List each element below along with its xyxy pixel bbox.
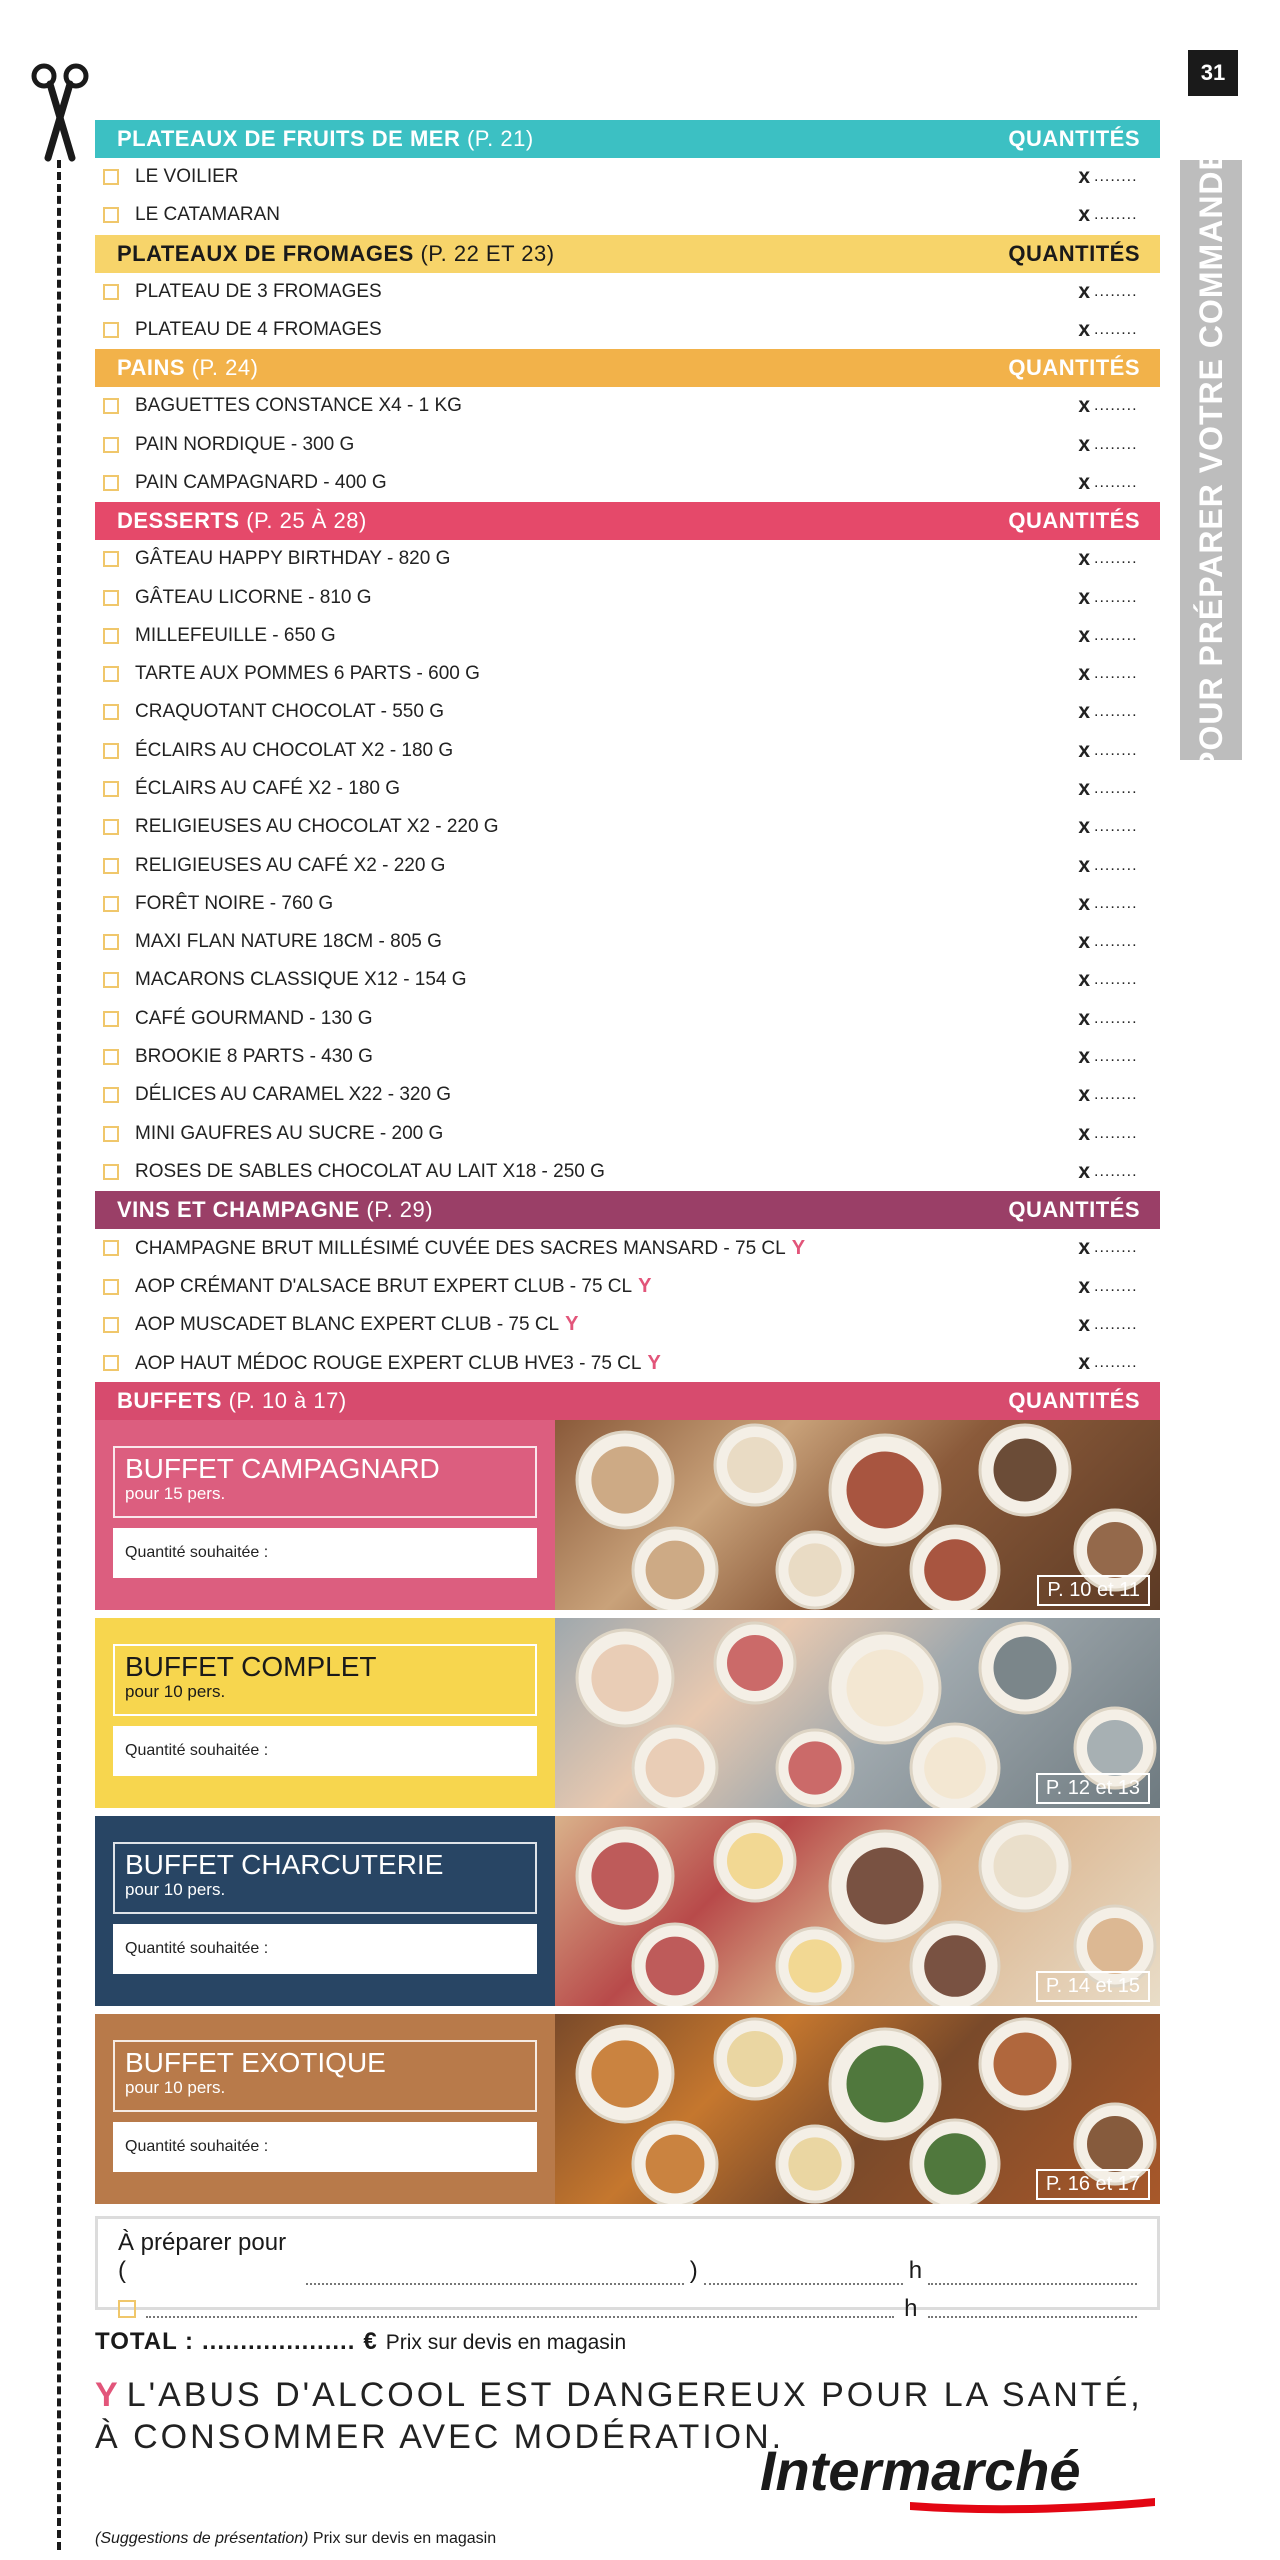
x-mark: x [1078, 662, 1090, 686]
x-mark: x [1078, 394, 1090, 418]
quantity-field[interactable]: ........ [1094, 168, 1138, 186]
quantity-field[interactable]: ........ [1094, 741, 1138, 759]
list-item [95, 617, 1160, 655]
x-mark: x [1078, 1083, 1090, 1107]
item-label: MINI GAUFRES AU SUCRE - 200 G [135, 1122, 444, 1144]
list-item [95, 196, 1160, 234]
list-item [95, 273, 1160, 311]
x-mark: x [1078, 738, 1090, 762]
quantity-field[interactable]: ........ [1094, 1124, 1138, 1142]
x-mark: x [1078, 1006, 1090, 1030]
x-mark: x [1078, 1159, 1090, 1183]
list-item [95, 1344, 1160, 1382]
x-mark: x [1078, 203, 1090, 227]
total-field[interactable]: .................... [202, 2328, 356, 2356]
option-field[interactable] [146, 2300, 894, 2318]
list-item [95, 1115, 1160, 1153]
x-mark: x [1078, 165, 1090, 189]
prepare-for-box [95, 2216, 1160, 2323]
order-form [95, 120, 1160, 2458]
buffet-quantity-input[interactable]: Quantité souhaitée : [113, 1528, 537, 1578]
quantity-field[interactable]: ........ [1094, 856, 1138, 874]
item-label: CRAQUOTANT CHOCOLAT - 550 G [135, 701, 444, 723]
buffet-title-box [113, 2040, 537, 2112]
checkbox[interactable] [103, 1355, 119, 1371]
checkbox[interactable] [103, 475, 119, 491]
x-mark: x [1078, 1236, 1090, 1260]
item-label: PLATEAU DE 3 FROMAGES [135, 280, 382, 302]
item-label: TARTE AUX POMMES 6 PARTS - 600 G [135, 663, 480, 685]
section-title: PAINS (P. 24) [117, 355, 259, 381]
list-item [95, 770, 1160, 808]
checkbox[interactable] [103, 1126, 119, 1142]
buffet-pages: P. 10 et 11 [1037, 1575, 1150, 1606]
quantity-field[interactable]: ........ [1094, 588, 1138, 606]
quantity-field[interactable]: ........ [1094, 1277, 1138, 1295]
section-header [95, 349, 1160, 387]
list-item [95, 885, 1160, 923]
quantity-field[interactable]: ........ [1094, 1009, 1138, 1027]
list-item [95, 693, 1160, 731]
checkbox[interactable] [103, 704, 119, 720]
section-header [95, 235, 1160, 273]
buffet-title: BUFFET COMPLET [125, 1651, 377, 1683]
hour-label: h [908, 2257, 923, 2285]
wine-glass-icon: Y [95, 2376, 121, 2415]
intermarche-logo [760, 2440, 1160, 2520]
wine-glass-icon: Y [647, 1351, 661, 1374]
buffet-title: BUFFET CHARCUTERIE [125, 1849, 444, 1881]
footnote-italic: (Suggestions de présentation) [95, 2530, 309, 2547]
item-label: ÉCLAIRS AU CAFÉ X2 - 180 G [135, 778, 401, 799]
item-label: PAIN NORDIQUE - 300 G [135, 433, 355, 455]
checkbox[interactable] [103, 1317, 119, 1333]
quantity-field[interactable]: ........ [1094, 780, 1138, 797]
cut-line [57, 160, 61, 2550]
list-item [95, 387, 1160, 425]
item-label: ÉCLAIRS AU CHOCOLAT X2 - 180 G [135, 739, 454, 761]
item-label: DÉLICES AU CARAMEL X22 - 320 G [135, 1084, 452, 1106]
x-mark: x [1078, 1274, 1090, 1298]
item-label: MACARONS CLASSIQUE X12 - 154 G [135, 969, 467, 991]
page-number: 31 [1188, 50, 1238, 96]
list-item [95, 464, 1160, 502]
list-item [95, 846, 1160, 884]
item-label: MAXI FLAN NATURE 18CM - 805 G [135, 931, 442, 953]
buffet-photo [555, 1420, 1160, 1610]
section-title: PLATEAUX DE FRUITS DE MER (P. 21) [117, 126, 534, 151]
x-mark: x [1078, 1121, 1090, 1145]
buffet-quantity-input[interactable]: Quantité souhaitée : [113, 1726, 537, 1776]
quantity-field[interactable]: ........ [1094, 933, 1138, 951]
item-label: GÂTEAU HAPPY BIRTHDAY - 820 G [135, 548, 451, 570]
x-mark: x [1078, 1312, 1090, 1336]
quantities-header: QUANTITÉS [1008, 1197, 1140, 1223]
list-item [95, 1038, 1160, 1076]
list-item [95, 311, 1160, 349]
x-mark: x [1078, 815, 1090, 839]
quantity-field[interactable]: ........ [1094, 550, 1138, 568]
buffet-info [95, 1816, 555, 2006]
item-label: MILLEFEUILLE - 650 G [135, 624, 336, 646]
x-mark: x [1078, 470, 1090, 494]
total-label: TOTAL : [95, 2328, 194, 2356]
item-label: CHAMPAGNE BRUT MILLÉSIMÉ CUVÉE DES SACRES MANSARD - 75 CL Y [135, 1236, 806, 1259]
list-item [95, 1153, 1160, 1191]
x-mark: x [1078, 623, 1090, 647]
buffet-servings: pour 10 pers. [125, 1880, 226, 1900]
list-item [95, 732, 1160, 770]
quantity-field[interactable]: ........ [1094, 1239, 1138, 1257]
buffet-title-box [113, 1842, 537, 1914]
quantity-field[interactable]: ........ [1094, 818, 1138, 836]
total-note: Prix sur devis en magasin [385, 2331, 627, 2355]
x-mark: x [1078, 432, 1090, 456]
section-title: PLATEAUX DE FROMAGES (P. 22 ET 23) [117, 240, 555, 266]
quantity-field[interactable]: ........ [1094, 282, 1138, 300]
checkbox[interactable] [103, 322, 119, 338]
prepare-close: ) [689, 2257, 698, 2285]
buffet-info [95, 1420, 555, 1610]
item-label: LE VOILIER [135, 166, 239, 188]
checkbox[interactable] [103, 934, 119, 950]
x-mark: x [1078, 700, 1090, 724]
prepare-label: À préparer pour ( [118, 2229, 287, 2285]
list-item [95, 1000, 1160, 1038]
quantity-field[interactable]: ........ [1094, 1048, 1138, 1066]
quantity-field[interactable]: ........ [1094, 703, 1138, 721]
list-item [95, 578, 1160, 616]
buffet-pages: P. 12 et 13 [1036, 1773, 1150, 1804]
list-item [95, 961, 1160, 999]
item-label: BROOKIE 8 PARTS - 430 G [135, 1046, 373, 1068]
list-item [95, 808, 1160, 846]
checkbox[interactable] [118, 2300, 136, 2318]
section-title: VINS ET CHAMPAGNE (P. 29) [117, 1197, 434, 1223]
quantity-field[interactable]: ........ [1094, 971, 1138, 989]
hour-field[interactable] [928, 2300, 1137, 2318]
x-mark: x [1078, 1045, 1090, 1069]
checkbox[interactable] [103, 628, 119, 644]
alcohol-line-2: À CONSOMMER AVEC MODÉRATION. [95, 2418, 785, 2457]
buffet-card [95, 1816, 1160, 2006]
section-header [95, 1191, 1160, 1229]
list-item [95, 923, 1160, 961]
footnote-normal: Prix sur devis en magasin [312, 2530, 497, 2547]
x-mark: x [1078, 853, 1090, 877]
section-title: DESSERTS (P. 25 À 28) [117, 508, 367, 534]
section-header [95, 502, 1160, 540]
wine-glass-icon: Y [791, 1236, 806, 1259]
item-label: LE CATAMARAN [135, 204, 280, 226]
checkbox[interactable] [103, 169, 119, 185]
quantities-header: QUANTITÉS [1008, 240, 1140, 266]
item-label: ROSES DE SABLES CHOCOLAT AU LAIT X18 - 250 G [135, 1160, 605, 1182]
item-label: PLATEAU DE 4 FROMAGES [135, 319, 382, 341]
buffet-pages: P. 16 et 17 [1036, 2169, 1150, 2200]
x-mark: x [1078, 318, 1090, 342]
prepare-row [118, 2229, 1137, 2285]
quantities-header: QUANTITÉS [1008, 508, 1140, 534]
checkbox[interactable] [103, 398, 119, 414]
checkbox[interactable] [103, 896, 119, 912]
buffet-quantity-input[interactable]: Quantité souhaitée : [113, 1924, 537, 1974]
quantity-field[interactable]: ........ [1094, 206, 1138, 224]
quantity-field[interactable]: ........ [1094, 1086, 1138, 1104]
name-field[interactable] [306, 2267, 684, 2285]
buffet-card [95, 1420, 1160, 1610]
section-header [95, 120, 1160, 158]
prepare-row-2 [118, 2295, 1137, 2323]
buffet-pages: P. 14 et 15 [1036, 1971, 1150, 2002]
item-label: RELIGIEUSES AU CHOCOLAT X2 - 220 G [135, 816, 499, 838]
hour-label: h [904, 2295, 918, 2323]
x-mark: x [1078, 585, 1090, 609]
quantity-field[interactable]: ........ [1094, 894, 1138, 912]
checkbox[interactable] [103, 1087, 119, 1103]
checkbox[interactable] [103, 1279, 119, 1295]
checkbox[interactable] [103, 207, 119, 223]
quantities-header: QUANTITÉS [1008, 126, 1140, 151]
list-item [95, 425, 1160, 463]
side-tab-label: POUR PRÉPARER VOTRE COMMANDE [1192, 147, 1229, 773]
buffet-photo [555, 1618, 1160, 1808]
checkbox[interactable] [103, 437, 119, 453]
section-title: BUFFETS (P. 10 à 17) [117, 1388, 347, 1414]
buffet-card [95, 2014, 1160, 2204]
checkbox[interactable] [103, 743, 119, 759]
x-mark: x [1078, 891, 1090, 915]
buffet-servings: pour 10 pers. [125, 2078, 226, 2098]
quantity-field[interactable]: ........ [1094, 1354, 1138, 1372]
alcohol-line-1: Y L'ABUS D'ALCOOL EST DANGEREUX POUR LA SANTÉ, [95, 2376, 1143, 2415]
item-label: AOP CRÉMANT D'ALSACE BRUT EXPERT CLUB - 75 CL Y [135, 1275, 652, 1298]
quantity-field[interactable]: ........ [1094, 435, 1138, 453]
logo-text: Intermarché [760, 2440, 1081, 2502]
item-label: AOP MUSCADET BLANC EXPERT CLUB - 75 CL Y [135, 1313, 579, 1336]
currency: € [363, 2328, 378, 2356]
buffet-quantity-input[interactable]: Quantité souhaitée : [113, 2122, 537, 2172]
buffet-info [95, 1618, 555, 1808]
item-label: BAGUETTES CONSTANCE X4 - 1 KG [135, 395, 462, 417]
buffet-info [95, 2014, 555, 2204]
x-mark: x [1078, 547, 1090, 571]
total-line [95, 2328, 1160, 2356]
quantity-field[interactable]: ........ [1094, 1315, 1138, 1333]
list-item [95, 1229, 1160, 1267]
quantity-field[interactable]: ........ [1094, 1162, 1138, 1180]
item-label: RELIGIEUSES AU CAFÉ X2 - 220 G [135, 854, 446, 876]
item-label: FORÊT NOIRE - 760 G [135, 892, 334, 914]
buffet-card [95, 1618, 1160, 1808]
checkbox[interactable] [103, 590, 119, 606]
quantities-header: QUANTITÉS [1008, 355, 1140, 381]
section-header [95, 1382, 1160, 1420]
hour-field[interactable] [928, 2267, 1137, 2285]
list-item [95, 1267, 1160, 1305]
quantity-field[interactable]: ........ [1094, 397, 1138, 415]
quantity-field[interactable]: ........ [1094, 473, 1138, 491]
buffet-title: BUFFET CAMPAGNARD [125, 1453, 440, 1485]
checkbox[interactable] [103, 284, 119, 300]
date-field[interactable] [704, 2267, 903, 2285]
quantity-field[interactable]: ........ [1094, 665, 1138, 683]
item-label: AOP HAUT MÉDOC ROUGE EXPERT CLUB HVE3 - 75 CL Y [135, 1351, 661, 1374]
x-mark: x [1078, 1351, 1090, 1375]
checkbox[interactable] [103, 1164, 119, 1180]
wine-glass-icon: Y [638, 1275, 652, 1298]
checkbox[interactable] [103, 1049, 119, 1065]
checkbox[interactable] [103, 1240, 119, 1256]
quantity-field[interactable]: ........ [1094, 321, 1138, 339]
x-mark: x [1078, 777, 1090, 800]
buffet-title-box [113, 1644, 537, 1716]
checkbox[interactable] [103, 666, 119, 682]
buffet-servings: pour 10 pers. [125, 1682, 226, 1702]
x-mark: x [1078, 930, 1090, 954]
buffet-photo [555, 1816, 1160, 2006]
list-item [95, 655, 1160, 693]
checkbox[interactable] [103, 1011, 119, 1027]
buffet-title-box [113, 1446, 537, 1518]
side-tab [1180, 147, 1242, 773]
list-item [95, 158, 1160, 196]
buffet-servings: pour 15 pers. [125, 1484, 226, 1504]
buffet-photo [555, 2014, 1160, 2204]
checkbox[interactable] [103, 819, 119, 835]
item-label: CAFÉ GOURMAND - 130 G [135, 1007, 373, 1029]
scissors-icon [28, 62, 92, 162]
checkbox[interactable] [103, 858, 119, 874]
x-mark: x [1078, 968, 1090, 992]
quantity-field[interactable]: ........ [1094, 626, 1138, 644]
list-item [95, 1076, 1160, 1114]
x-mark: x [1078, 279, 1090, 303]
list-item [95, 540, 1160, 578]
wine-glass-icon: Y [565, 1313, 579, 1336]
quantities-header: QUANTITÉS [1008, 1388, 1140, 1414]
checkbox[interactable] [103, 972, 119, 988]
checkbox[interactable] [103, 551, 119, 567]
item-label: GÂTEAU LICORNE - 810 G [135, 586, 372, 608]
buffet-title: BUFFET EXOTIQUE [125, 2047, 386, 2079]
footnote [95, 2530, 496, 2548]
item-label: PAIN CAMPAGNARD - 400 G [135, 471, 387, 493]
list-item [95, 1306, 1160, 1344]
checkbox[interactable] [103, 781, 119, 797]
